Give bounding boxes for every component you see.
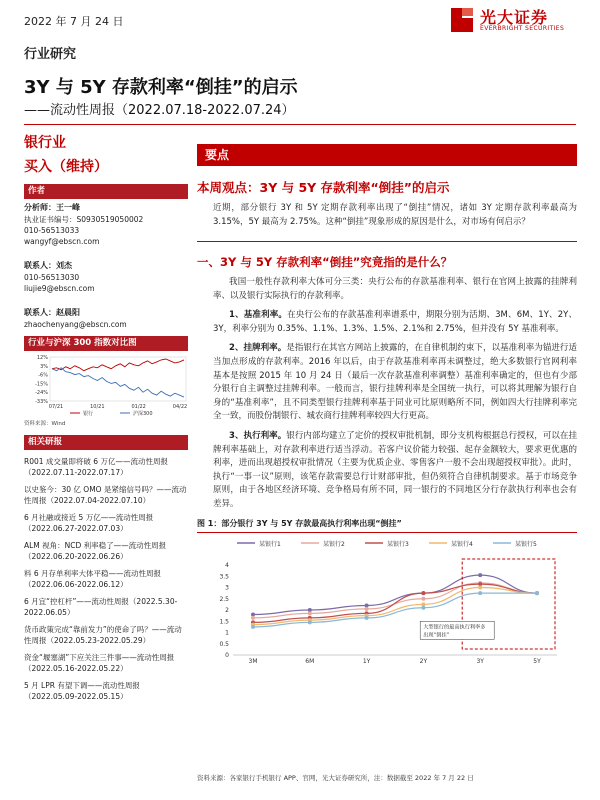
header-divider	[24, 124, 576, 125]
data-point	[365, 615, 369, 619]
data-point	[478, 591, 482, 595]
mini-x-tick: 10/21	[90, 404, 105, 410]
related-report-link[interactable]: 货币政策完成“靠前发力”的使命了吗？——流动性周报（2022.05.23-2022.05.29）	[24, 625, 182, 645]
mini-x-tick: 04/22	[172, 404, 188, 410]
data-point	[308, 620, 312, 624]
mini-y-tick: -33%	[35, 399, 48, 405]
y-tick-label: 3	[225, 584, 229, 591]
analyst-name: 分析师：王一峰	[24, 203, 80, 212]
hs300-index-line	[52, 368, 184, 397]
mini-y-tick: -24%	[35, 390, 48, 397]
listed-rate-text: 是指银行在其官方网站上披露的，在自律机制约束下，以基准利率为锚进行适当加点形成的存款利率。2016 年以后，由于存款基准利率再未调整过，绝大多数银行官网利率基本是按照 2015 年 10 月 24 日（最后一次存款基准利率调整）基准利率确定的，但也有少部分银行自主调整过挂牌利率。一般而言，银行挂牌利率是全国统一执行，可以将其理解为银行自身的“基准利率”，且不同类型银行挂牌利率基于同业可比原则略所不同，例如四大行挂牌利率完全一致，而股份制银行、城农商行挂牌利率较四大行更高。	[213, 343, 577, 422]
contact1-phone: 010-56513030	[24, 273, 80, 282]
paragraph-executed-rate	[197, 430, 577, 512]
x-tick-label: 2Y	[419, 657, 428, 663]
legend-label: 某银行4	[451, 540, 473, 548]
report-title: 3Y 与 5Y 存款利率“倒挂”的启示	[24, 77, 298, 98]
benchmark-rate-text: 在央行公布的存款基准利率谱系中，期限分别为活期、3M、6M、1Y、2Y、3Y，利率分别为 0.35%、1.1%、1.3%、1.5%、2.1%和 2.75%，但并没有 5Y 基准利率。	[213, 310, 577, 334]
company-logo	[448, 3, 588, 41]
mini-y-tick: -6%	[38, 372, 48, 379]
analyst-cert: 执业证书编号：S0930519050002	[24, 215, 144, 224]
sidebar	[24, 132, 188, 702]
series-line	[253, 584, 537, 622]
key-point-body: 近期，部分银行 3Y 和 5Y 定期存款利率出现了“倒挂”情况，诸如 3Y 定期存款利率最高为 3.15%，5Y 最高为 2.75%。这种“倒挂”现象形成的原因是什么，对市场有何启示？	[213, 203, 577, 227]
authors-section	[24, 184, 188, 330]
data-point	[251, 624, 255, 628]
y-tick-label: 0	[225, 651, 229, 659]
legend-label: 某银行3	[387, 540, 409, 548]
contact1-name: 联系人：刘杰	[24, 261, 72, 270]
analyst-phone: 010-56513033	[24, 226, 80, 235]
bank-index-line	[52, 359, 184, 371]
related-reports	[24, 435, 188, 702]
report-date: 2022 年 7 月 24 日	[24, 15, 124, 28]
paragraph-benchmark-rate	[197, 309, 577, 336]
paragraph-listed-rate	[197, 342, 577, 424]
x-tick-label: 1Y	[362, 657, 371, 663]
report-list	[24, 456, 188, 702]
x-tick-label: 6M	[305, 657, 315, 663]
y-tick-label: 1	[225, 629, 229, 636]
related-report-link[interactable]: R001 成交量即将破 6 万亿——流动性周报（2022.07.11-2022.07.17）	[24, 457, 168, 477]
y-tick-label: 1.5	[219, 617, 229, 625]
annotation-text: 大型银行的最高执行利率多	[423, 623, 486, 630]
authors-label: 作者	[24, 184, 188, 199]
mini-y-tick: 3%	[40, 363, 48, 370]
series-line	[253, 575, 537, 614]
mini-legend-label: 银行	[83, 411, 94, 417]
section-divider	[197, 241, 577, 242]
industry-name: 银行业	[24, 135, 66, 151]
executed-rate-heading: 3、执行利率。	[229, 430, 287, 441]
x-tick-label: 5Y	[533, 657, 541, 663]
deposit-rate-chart	[197, 535, 577, 663]
data-point	[251, 615, 255, 619]
figure-title: 图 1：部分银行 3Y 与 5Y 存款最高执行利率出现“倒挂”	[197, 518, 577, 533]
paragraph-intro: 我国一般性存款利率大体可分三类：央行公布的存款基准利率、银行在官网上披露的挂牌利率、以及银行实际执行的存款利率。	[213, 277, 577, 301]
summary-label: 要点	[197, 144, 577, 166]
logo-english: EVERBRIGHT SECURITIES	[480, 25, 565, 32]
logo-mark-icon	[448, 5, 476, 35]
related-report-link[interactable]: 以史鉴今：30 亿 OMO 是紧缩信号吗？——流动性周报（2022.07.04-2022.07.10）	[24, 485, 187, 505]
related-report-link[interactable]: 6 月宜“控杠杆”——流动性周报（2022.5.30-2022.06.05）	[24, 597, 178, 617]
analyst-email[interactable]: wangyf@ebscn.com	[24, 237, 100, 246]
data-point	[308, 611, 312, 615]
legend-label: 某银行2	[323, 540, 345, 548]
contact2-email[interactable]: zhaochenyang@ebscn.com	[24, 320, 127, 329]
y-tick-label: 0.5	[219, 640, 229, 648]
index-comparison-chart	[24, 353, 188, 417]
benchmark-rate-heading: 1、基准利率。	[229, 310, 288, 321]
index-comparison	[24, 336, 188, 427]
index-chart-source: 资料来源：Wind	[24, 421, 66, 427]
data-point	[365, 606, 369, 610]
executed-rate-text: 银行内部均建立了定价的授权审批机制，即分支机构根据总行授权，可以在挂牌利率基础上，对存款利率进行适当浮动。若客户议价能力较强、起存金额较大，要求更优惠的利率，进而出现超授权审批情况（主要为优质企业、零售客户一般不会出现超授权审批）。此时，执行“一事一议”原则，该笔存款需要总行计财部审批，但仍须符合自律机制要求。基于市场竞争原则，由于各地区经济环境、竞争格局有所不同，同一银行的不同地区分行存款执行利率也会有差异。	[213, 430, 577, 509]
section1-title: 一、3Y 与 5Y 存款利率“倒挂”究竟指的是什么？	[197, 255, 453, 269]
data-point	[478, 573, 482, 577]
legend-label: 某银行5	[515, 540, 537, 548]
logo-text: 光大证券	[480, 8, 549, 27]
report-subtitle: ——流动性周报（2022.07.18-2022.07.24）	[24, 103, 295, 118]
data-point	[535, 591, 539, 595]
main-content	[197, 144, 577, 663]
listed-rate-heading: 2、挂牌利率。	[229, 343, 287, 354]
mini-y-tick: 12%	[36, 355, 48, 361]
x-tick-label: 3Y	[476, 657, 484, 663]
data-point	[478, 585, 482, 589]
mini-y-tick: -15%	[35, 381, 48, 388]
annotation-text: 出现“倒挂”	[423, 631, 450, 638]
key-point-title: 本周观点：3Y 与 5Y 存款利率“倒挂”的启示	[197, 180, 450, 195]
x-tick-label: 3M	[248, 657, 258, 663]
related-report-link[interactable]: 料 6 月存单利率大体平稳——流动性周报（2022.06.06-2022.06.12）	[24, 569, 162, 589]
mini-x-tick: 01/22	[131, 404, 146, 410]
mini-legend-label: 沪深300	[133, 411, 153, 417]
related-report-link[interactable]: 6 月社融或接近 5 万亿——流动性周报（2022.06.27-2022.07.03）	[24, 513, 154, 533]
related-report-link[interactable]: 5 月 LPR 有望下调——流动性周报（2022.05.09-2022.05.15）	[24, 681, 140, 701]
mini-x-tick: 07/21	[48, 404, 64, 410]
data-point	[421, 605, 425, 609]
related-report-link[interactable]: ALM 视角：NCD 利率稳了——流动性周报（2022.06.20-2022.06.26）	[24, 541, 167, 561]
contact2-name: 联系人：赵晨阳	[24, 308, 80, 317]
rating: 买入（维持）	[24, 159, 108, 175]
y-tick-label: 4	[225, 561, 229, 569]
related-reports-label: 相关研报	[24, 435, 188, 450]
y-tick-label: 2.5	[219, 595, 229, 603]
data-point	[421, 596, 425, 600]
index-chart-label: 行业与沪深 300 指数对比图	[24, 336, 188, 351]
y-tick-label: 3.5	[219, 572, 229, 580]
contact1-email[interactable]: liujie9@ebscn.com	[24, 284, 95, 293]
legend-label: 某银行1	[259, 540, 281, 548]
figure-source: 资料来源：各家银行手机银行 APP、官网，光大证券研究所，注：数据截至 2022 年 7 月 22 日	[197, 774, 474, 782]
related-report-link[interactable]: 资金“堰塞湖”下应关注三件事——流动性周报（2022.05.16-2022.05.22）	[24, 653, 175, 673]
report-category: 行业研究	[24, 47, 77, 62]
data-point	[421, 591, 425, 595]
y-tick-label: 2	[225, 606, 229, 614]
